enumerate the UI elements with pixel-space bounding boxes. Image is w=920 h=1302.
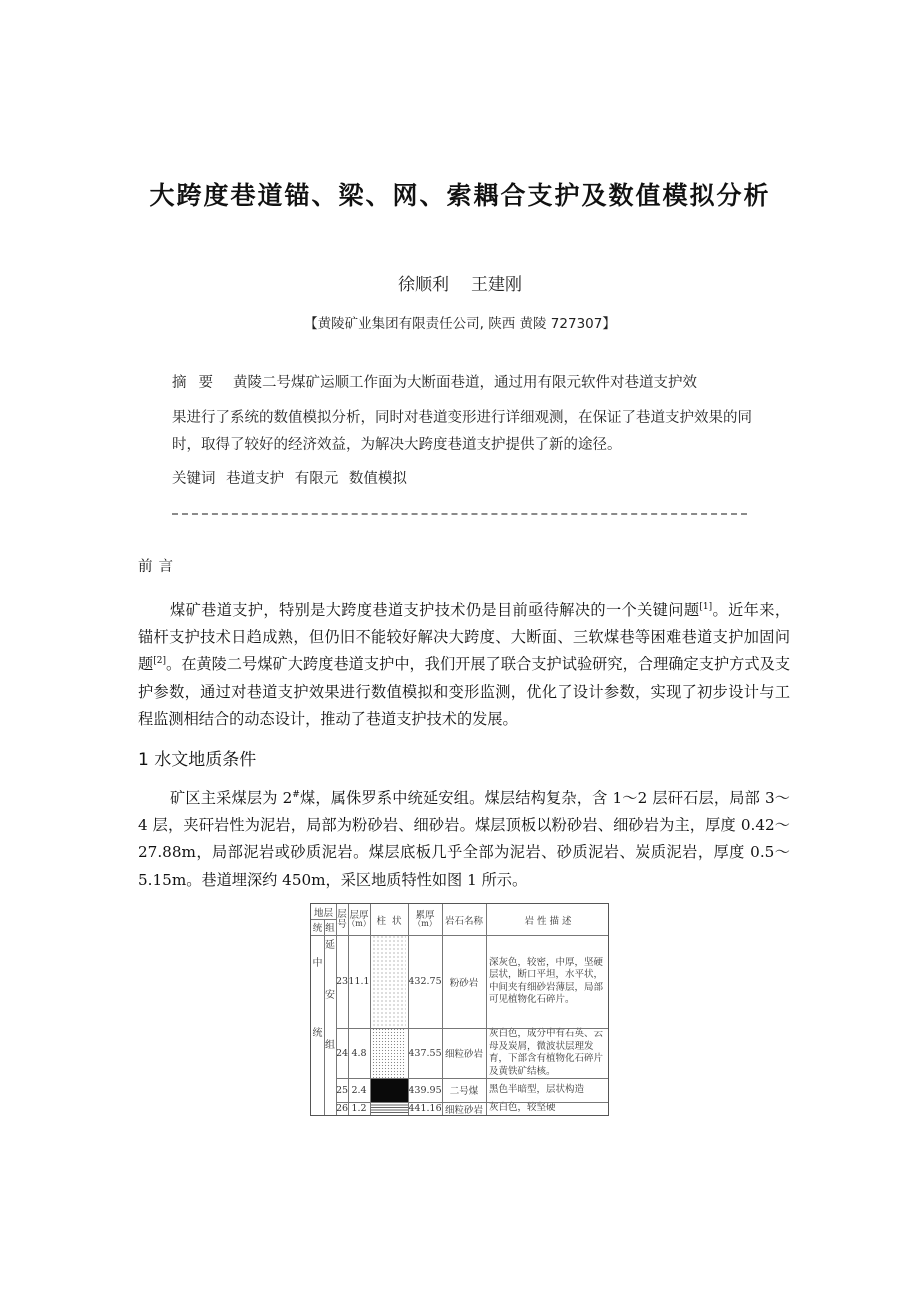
abstract-label: 摘要 (172, 375, 225, 391)
header-strata: 地层 (313, 907, 333, 919)
system-label: 中 统 (312, 958, 323, 1039)
row-25-description: 黑色半暗型，层状构造 (489, 1083, 585, 1095)
keyword: 有限元 (294, 471, 339, 487)
row-23-thickness: 11.1 (348, 976, 370, 987)
abstract-rest: 果进行了系统的数值模拟分析，同时对巷道变形进行详细观测，在保证了巷道支护效果的同时，取得了较好的经济效益，为解决大跨度巷道支护提供了新的途径。 (172, 410, 752, 453)
intro-heading: 前言 (138, 559, 179, 575)
grid-line (311, 919, 336, 920)
author-2: 王建刚 (471, 275, 522, 295)
grid-line (336, 1028, 608, 1029)
sec1-text-b: 煤，属侏罗系中统延安组。煤层结构复杂，含 1～2 层矸石层，局部 3～4 层，夹矸岩性为泥岩，局部为粉砂岩、细砂岩。煤层顶板以粉砂岩、细砂岩为主，厚度 0.42～27.88m，局部泥岩或砂质泥岩。煤层底板几乎全部为泥岩、砂质泥岩、炭质泥岩，厚度 0.5～5.15m。巷道埋深约 450m，采区地质特性如图 1 所示。 (138, 789, 790, 889)
header-system: 统 (312, 923, 323, 934)
keywords (172, 467, 413, 488)
header-cumulative-a: 累厚 (415, 909, 435, 921)
sec1-text-a: 矿区主采煤层为 2 (170, 789, 293, 807)
header-description: 岩 性 描 述 (524, 915, 572, 927)
author-1: 徐顺利 (398, 275, 449, 295)
keyword: 巷道支护 (226, 471, 285, 487)
authors (0, 270, 920, 295)
header-layer-no-b: 号 (337, 918, 347, 930)
citation-2: [2] (153, 656, 166, 667)
paper-title: 大跨度巷道锚、梁、网、索耦合支护及数值模拟分析 (149, 181, 771, 210)
row-26-no: 26 (335, 1103, 349, 1114)
row-23-siltstone-pattern (372, 935, 406, 1028)
group-label: 延 安 组 (325, 940, 335, 1051)
row-26-striped-pattern (371, 1103, 408, 1114)
row-25-cumulative: 439.95 (408, 1084, 442, 1096)
row-23-rock: 粉砂岩 (449, 977, 479, 989)
abstract (172, 370, 772, 459)
intro-text-c: 。在黄陵二号煤矿大跨度巷道支护中，我们开展了联合支护试验研究，合理确定支护方式及支护参数，通过对巷道支护效果进行数值模拟和变形监测，优化了设计参数，实现了初步设计与工程监测相结合的动态设计，推动了巷道支护技术的发展。 (138, 655, 791, 728)
header-thickness-a: 层厚 (349, 909, 369, 921)
grid-line (336, 1102, 608, 1103)
header-column: 柱 状 (376, 915, 402, 927)
row-26-rock: 细粒砂岩 (444, 1104, 483, 1116)
section-1-heading: 1 水文地质条件 (138, 750, 257, 770)
row-26-thickness: 1.2 (351, 1103, 367, 1114)
row-26-cumulative: 441.16 (408, 1103, 442, 1114)
row-25-coal-pattern (371, 1078, 408, 1102)
affiliation: 【黄陵矿业集团有限责任公司, 陕西 黄陵 727307】 (304, 316, 616, 332)
citation-1: [1] (699, 602, 713, 612)
row-25-thickness: 2.4 (351, 1084, 367, 1096)
row-23-description: 深灰色，较密，中厚，坚硬层状，断口平坦，水平状，中间夹有细砂岩薄层，局部可见植物化石碎片。 (489, 956, 604, 1005)
header-thickness (348, 904, 370, 935)
intro-paragraph (138, 597, 790, 733)
row-23-no: 23 (335, 976, 349, 987)
header-cumulative-b: （m） (413, 919, 437, 929)
row-24-no: 24 (335, 1047, 349, 1059)
header-rock-name: 岩石名称 (444, 915, 483, 927)
row-24-thickness: 4.8 (351, 1047, 367, 1059)
row-24-rock: 细粒砂岩 (444, 1049, 483, 1060)
keyword: 数值模拟 (348, 471, 407, 487)
hash-superscript: # (292, 790, 300, 800)
grid-line (336, 1078, 608, 1079)
header-layer-no (336, 904, 348, 935)
intro-text-b: 。近年来，锚杆支护技术日趋成熟，但仍旧不能较好解决大跨度、大断面、三软煤巷等困难巷道支护加固问题 (138, 601, 791, 674)
grid-line (311, 935, 608, 936)
dashed-divider (172, 513, 747, 515)
row-25-rock: 二号煤 (449, 1086, 479, 1097)
grid-line (324, 919, 325, 1115)
row-26-description: 灰白色，较坚硬 (489, 1102, 556, 1114)
header-group: 组 (325, 923, 335, 934)
section-1-paragraph (138, 785, 790, 894)
row-24-description: 灰白色，成分中有石英、云母及炭屑，微波状层理发育，下部含有植物化石碎片及黄铁矿结核。 (489, 1028, 604, 1077)
header-layer-no-a: 层 (337, 909, 347, 920)
header-thickness-b: （m） (347, 919, 371, 929)
row-25-no: 25 (335, 1084, 349, 1096)
strata-table (310, 903, 609, 1116)
row-24-cumulative: 437.55 (408, 1047, 442, 1059)
row-23-cumulative: 432.75 (408, 976, 442, 987)
intro-text-a: 煤矿巷道支护，特别是大跨度巷道支护技术仍是目前亟待解决的一个关键问题 (170, 601, 700, 619)
row-24-fine-sandstone-pattern (372, 1028, 406, 1078)
abstract-line1: 黄陵二号煤矿运顺工作面为大断面巷道，通过用有限元软件对巷道支护效 (233, 375, 697, 391)
keywords-label: 关键词 (172, 471, 216, 487)
header-cumulative (408, 904, 442, 935)
